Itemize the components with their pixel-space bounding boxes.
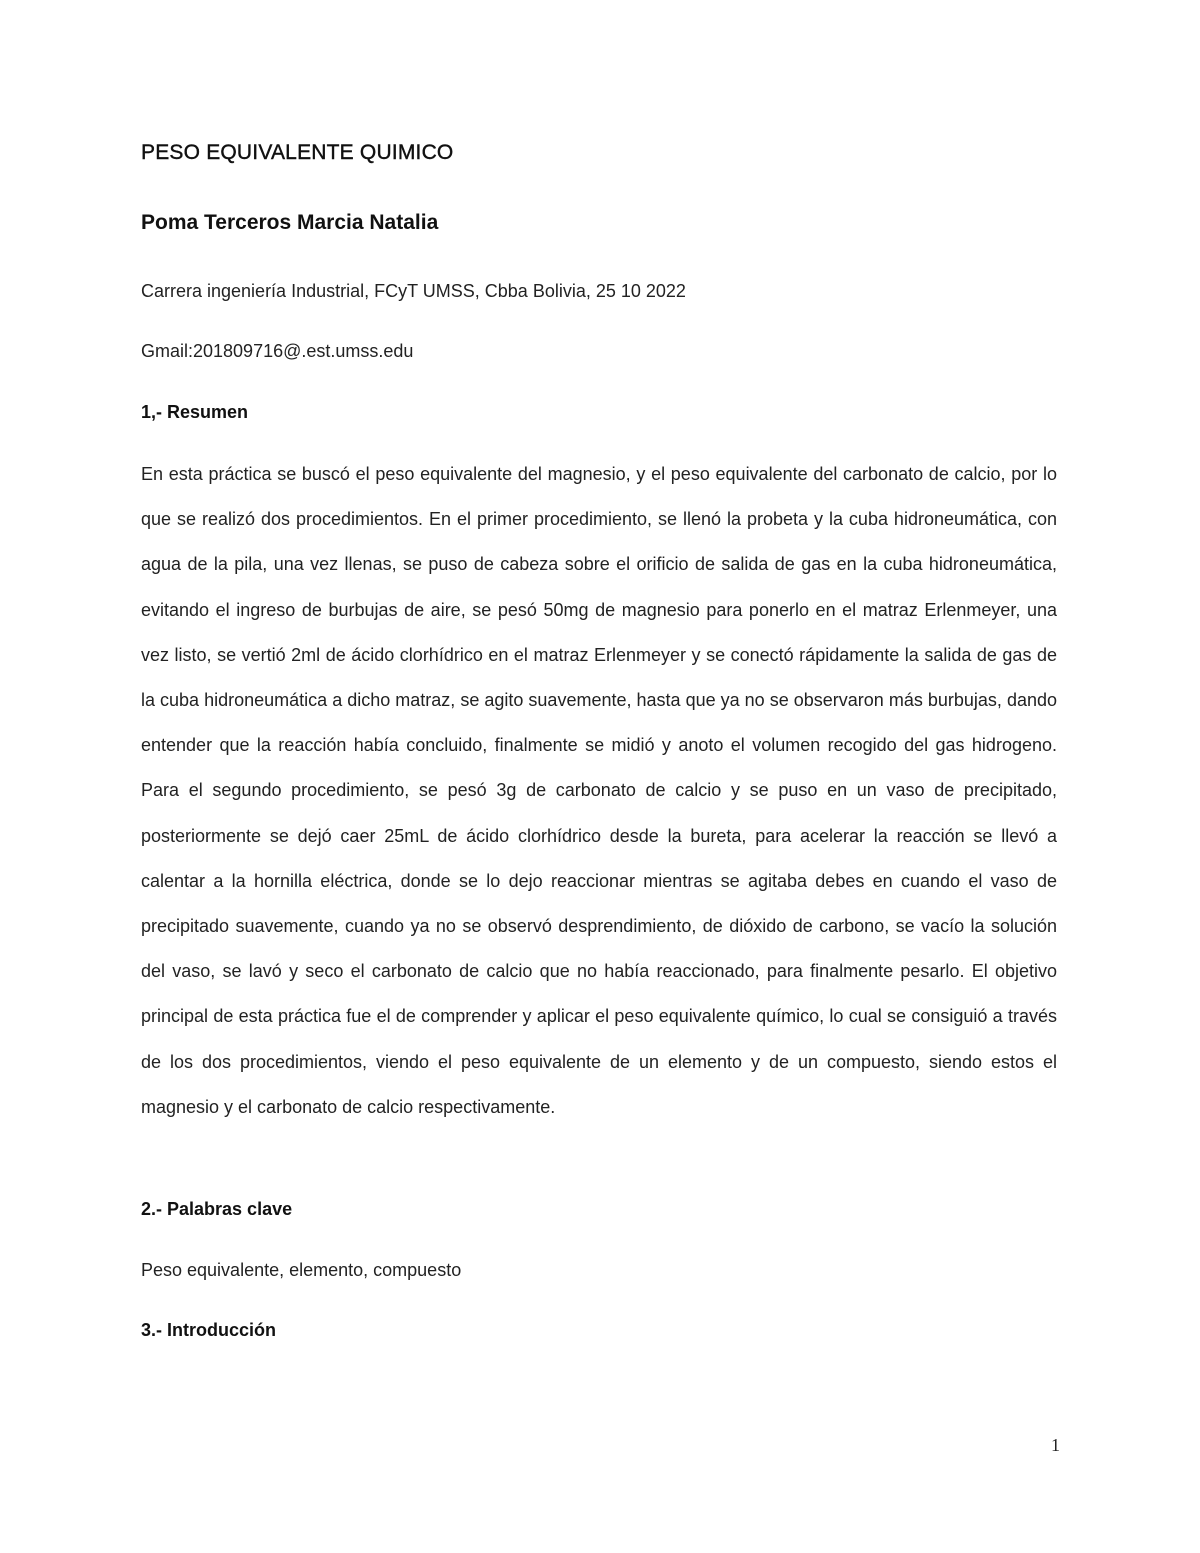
author-email: Gmail:201809716@.est.umss.edu — [141, 341, 414, 361]
page-number: 1 — [1051, 1435, 1060, 1455]
abstract-paragraph: En esta práctica se buscó el peso equivalente del magnesio, y el peso equivalente del carbonato de calcio, por lo que se realizó dos procedimientos. En el primer procedimiento, se llenó la probeta y la cuba hidroneumática, con agua de la pila, una vez llenas, se puso de cabeza sobre el orificio de salida de gas en la cuba hidroneumática, evitando el ingreso de burbujas de aire, se pesó 50mg de magnesio para ponerlo en el matraz Erlenmeyer, una vez listo, se vertió 2ml de ácido clorhídrico en el matraz Erlenmeyer y se conectó rápidamente la salida de gas de la cuba hidroneumática a dicho matraz, se agito suavemente, hasta que ya no se observaron más burbujas, dando entender que la reacción había concluido, finalmente se midió y anoto el volumen recogido del gas hidrogeno. Para el segundo procedimiento, se pesó 3g de carbonato de calcio y se puso en un vaso de precipitado, posteriormente se dejó caer 25mL de ácido clorhídrico desde la bureta, para acelerar la reacción se llevó a calentar a la hornilla eléctrica, donde se lo dejo reaccionar mientras se agitaba debes en cuando el vaso de precipitado suavemente, cuando ya no se observó desprendimiento, de dióxido de carbono, se vacío la solución del vaso, se lavó y seco el carbonato de calcio que no había reaccionado, para finalmente pesarlo. El objetivo principal de esta práctica fue el de comprender y aplicar el peso equivalente químico, lo cual se consiguió a través de los dos procedimientos, viendo el peso equivalente de un elemento y de un compuesto, siendo estos el magnesio y el carbonato de calcio respectivamente. — [141, 464, 1057, 1117]
document-title: PESO EQUIVALENTE QUIMICO — [141, 141, 454, 164]
keywords-text: Peso equivalente, elemento, compuesto — [141, 1260, 462, 1280]
section-heading-keywords: 2.- Palabras clave — [141, 1199, 293, 1219]
author-name: Poma Terceros Marcia Natalia — [141, 211, 439, 234]
author-affiliation: Carrera ingeniería Industrial, FCyT UMSS, Cbba Bolivia, 25 10 2022 — [141, 281, 686, 301]
section-heading-resumen: 1,- Resumen — [141, 402, 249, 422]
section-heading-introduction: 3.- Introducción — [141, 1320, 276, 1340]
